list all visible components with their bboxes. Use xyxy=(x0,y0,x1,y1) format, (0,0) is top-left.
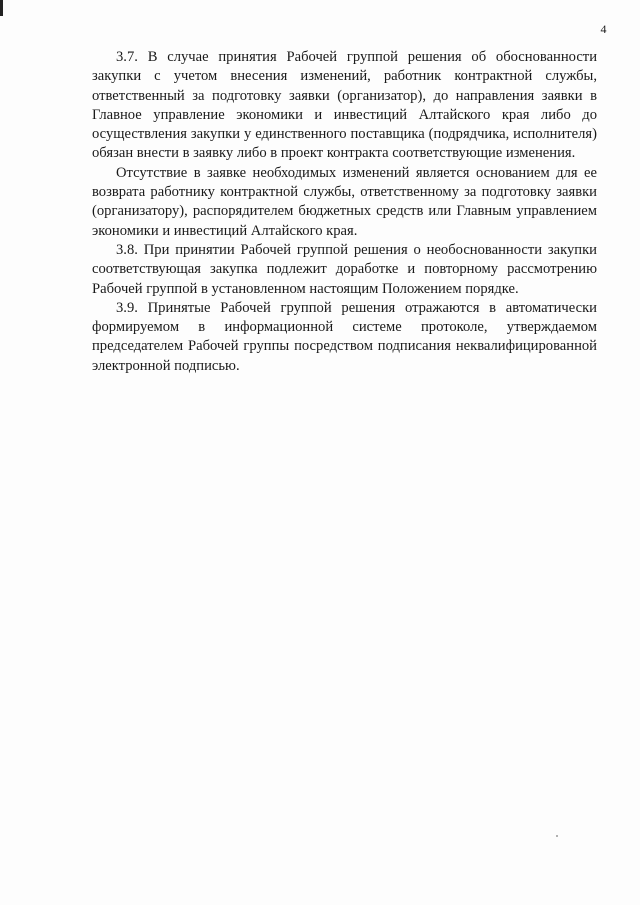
paragraph-3-9: 3.9. Принятые Рабочей группой решения отражаются в автоматически формируемом в информационной системе протоколе, утверждаемом председателем Рабочей группы посредством подписания неквалифицированной электронной подписью. xyxy=(92,299,597,374)
scan-speck xyxy=(556,835,558,837)
document-body xyxy=(92,48,597,376)
page-number: 4 xyxy=(600,22,607,36)
paragraph-3-7: 3.7. В случае принятия Рабочей группой решения об обоснованности закупки с учетом внесения изменений, работник контрактной службы, ответственный за подготовку заявки (организатор), до направления заявки в Главное управление экономики и инвестиций Алтайского края либо до осуществления закупки у единственного поставщика (подрядчика, исполнителя) обязан внести в заявку либо в проект контракта соответствующие изменения. xyxy=(92,49,597,162)
paragraph-3-8: 3.8. При принятии Рабочей группой решения о необоснованности закупки соответствующая закупка подлежит доработке и повторному рассмотрению Рабочей группой в установленном настоящим Положением порядке. xyxy=(92,241,597,297)
scan-edge-mark xyxy=(0,0,3,16)
paragraph-3-7-note: Отсутствие в заявке необходимых изменений является основанием для ее возврата работнику контрактной службы, ответственному за подготовку заявки (организатору), распорядителем бюджетных средств или Главным управлением экономики и инвестиций Алтайского края. xyxy=(92,164,597,239)
